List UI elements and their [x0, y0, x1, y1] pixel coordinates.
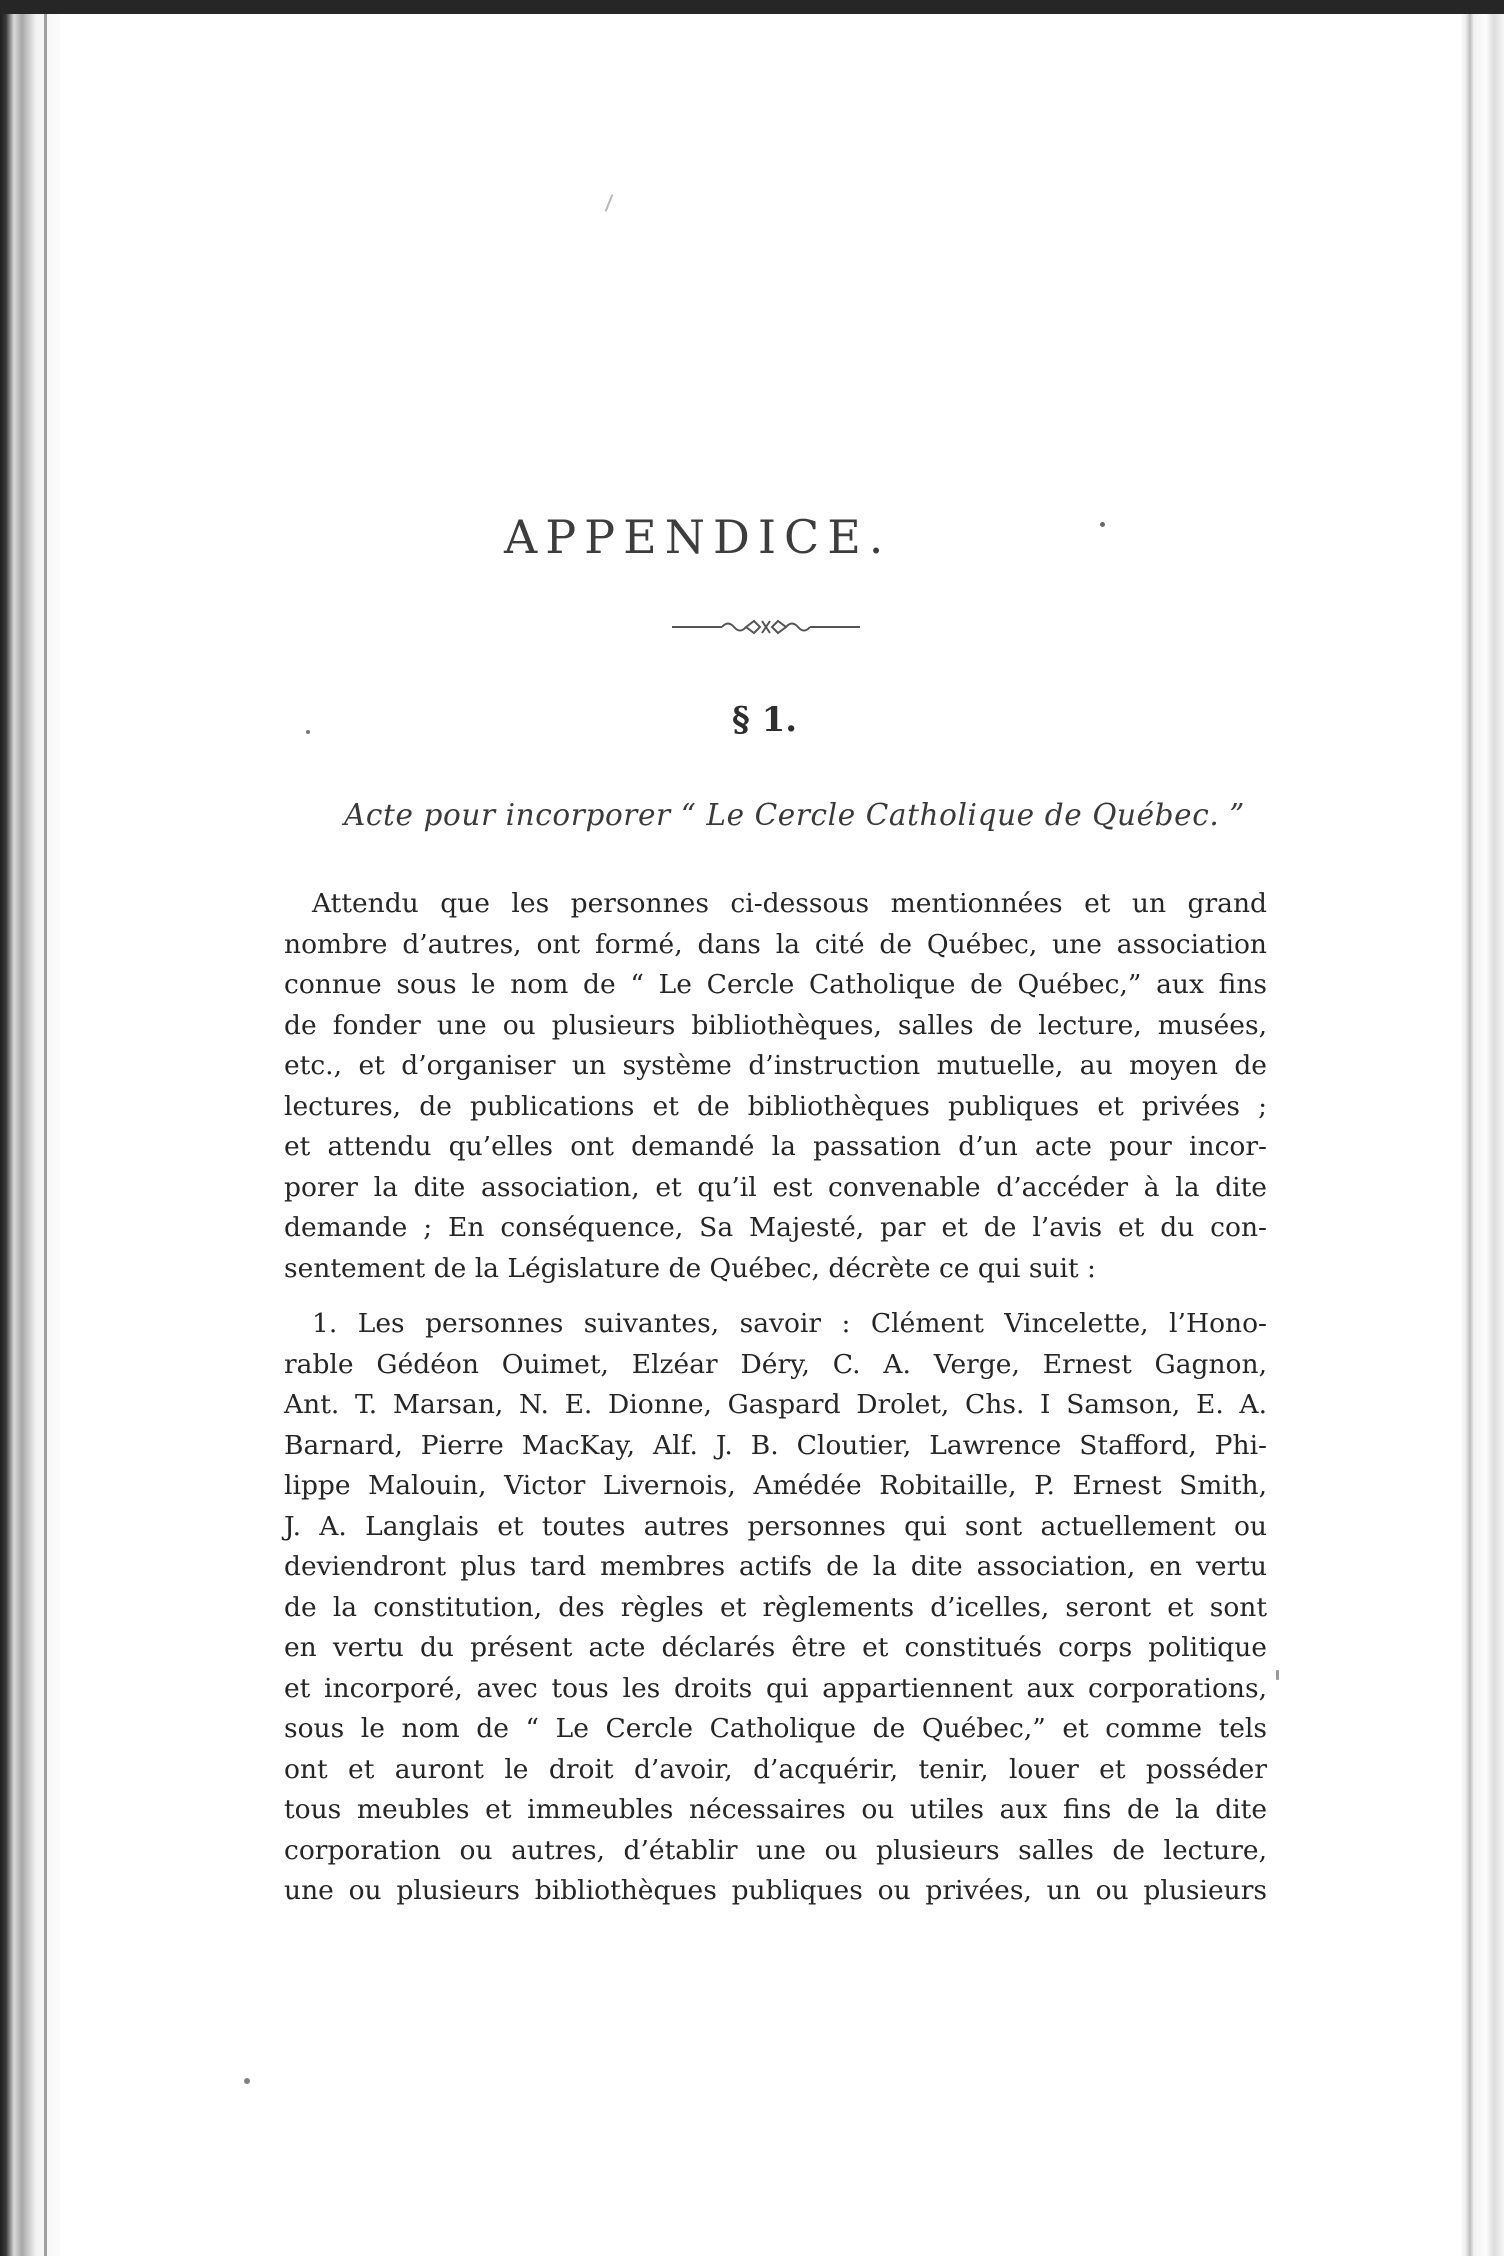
- text-line: sentement de la Législature de Québec, décrète ce qui suit :: [284, 1252, 1096, 1284]
- book-page: [60, 14, 1460, 2256]
- scan-top-edge: [0, 0, 1504, 14]
- text-line: lippe Malouin, Victor Livernois, Amédée Robitaille, P. Ernest Smith,: [284, 1470, 1267, 1501]
- ink-speck: [244, 2078, 250, 2084]
- text-line: en vertu du présent acte déclarés être et constitués corps politique: [284, 1632, 1267, 1663]
- text-line: J. A. Langlais et toutes autres personnes qui sont actuellement ou: [284, 1510, 1267, 1542]
- text-line: Attendu que les personnes ci-dessous mentionnées et un grand: [312, 888, 1267, 919]
- section-number: § 1.: [732, 700, 798, 740]
- text-line: connue sous le nom de “ Le Cercle Catholique de Québec,” aux fins: [284, 969, 1267, 1000]
- text-line: tous meubles et immeubles nécessaires ou utiles aux fins de la dite: [284, 1794, 1267, 1825]
- text-line: etc., et d’organiser un système d’instruction mutuelle, au moyen de: [284, 1050, 1267, 1081]
- text-line: de fonder une ou plusieurs bibliothèques, salles de lecture, musées,: [284, 1009, 1267, 1041]
- text-line: porer la dite association, et qu’il est convenable d’accéder à la dite: [284, 1171, 1267, 1203]
- text-line: et attendu qu’elles ont demandé la passation d’un acte pour incor-: [284, 1131, 1267, 1162]
- text-line: deviendront plus tard membres actifs de la dite association, en vertu: [284, 1551, 1267, 1582]
- paragraph-preamble: [284, 884, 1267, 1289]
- ink-speck: [1100, 522, 1105, 527]
- text-line: demande ; En conséquence, Sa Majesté, par et de l’avis et du con-: [284, 1212, 1267, 1243]
- text-line: ont et auront le droit d’avoir, d’acquérir, tenir, louer et posséder: [284, 1753, 1267, 1785]
- ink-speck: [306, 730, 310, 734]
- text-line: nombre d’autres, ont formé, dans la cité de Québec, une association: [284, 928, 1267, 960]
- ornament-divider-icon: [672, 616, 860, 638]
- act-title: Acte pour incorporer “ Le Cercle Catholique de Québec. ”: [344, 798, 1245, 832]
- text-line: Ant. T. Marsan, N. E. Dionne, Gaspard Drolet, Chs. I Samson, E. A.: [284, 1389, 1267, 1420]
- ink-speck: [1276, 1670, 1279, 1680]
- text-line: sous le nom de “ Le Cercle Catholique de Québec,” et comme tels: [284, 1713, 1267, 1744]
- text-line: corporation ou autres, d’établir une ou plusieurs salles de lecture,: [284, 1834, 1267, 1866]
- text-line: 1. Les personnes suivantes, savoir : Clément Vincelette, l’Hono-: [312, 1308, 1267, 1339]
- text-line: rable Gédéon Ouimet, Elzéar Déry, C. A. Verge, Ernest Gagnon,: [284, 1348, 1267, 1380]
- text-line: lectures, de publications et de bibliothèques publiques et privées ;: [284, 1090, 1267, 1122]
- paragraph-section-1: [284, 1304, 1267, 1912]
- page-stack-edge: [1460, 14, 1504, 2256]
- text-line: une ou plusieurs bibliothèques publiques ou privées, un ou plusieurs: [284, 1875, 1267, 1906]
- text-line: Barnard, Pierre MacKay, Alf. J. B. Cloutier, Lawrence Stafford, Phi-: [284, 1429, 1267, 1461]
- text-line: de la constitution, des règles et règlements d’icelles, seront et sont: [284, 1591, 1267, 1623]
- book-binding-edge: [0, 14, 60, 2256]
- page-heading: APPENDICE.: [504, 510, 892, 564]
- pencil-mark: [605, 194, 614, 211]
- text-line: et incorporé, avec tous les droits qui appartiennent aux corporations,: [284, 1672, 1267, 1704]
